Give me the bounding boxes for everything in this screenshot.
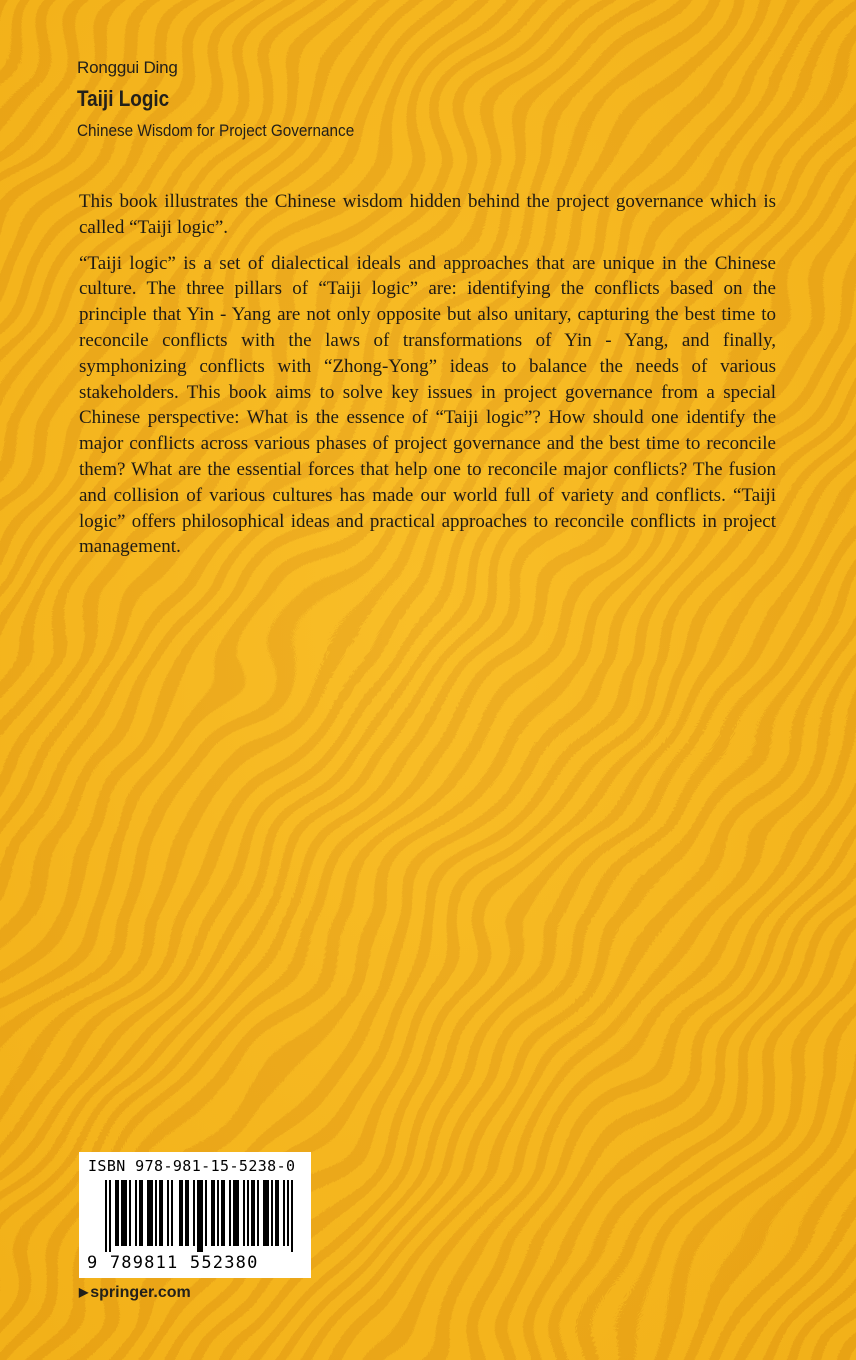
- barcode-bar: [247, 1180, 249, 1246]
- isbn-label: ISBN 978-981-15-5238-0: [88, 1157, 296, 1175]
- barcode-bar: [179, 1180, 181, 1246]
- barcode-bar: [235, 1180, 237, 1246]
- barcode-bar: [151, 1180, 153, 1246]
- barcode-bar: [193, 1180, 195, 1246]
- barcode-bar: [197, 1180, 199, 1252]
- barcode-bar: [201, 1180, 203, 1252]
- barcode-bar: [181, 1180, 183, 1246]
- barcode-bar: [139, 1180, 141, 1246]
- barcode-bar: [185, 1180, 187, 1246]
- barcode-bar: [287, 1180, 289, 1246]
- barcode-bar: [155, 1180, 157, 1246]
- barcode-bar: [217, 1180, 219, 1246]
- barcode-bar: [251, 1180, 253, 1246]
- barcode-bar: [283, 1180, 285, 1246]
- barcode-bar: [141, 1180, 143, 1246]
- barcode-bar: [271, 1180, 273, 1246]
- barcode-bar: [229, 1180, 231, 1246]
- isbn-barcode: [79, 1152, 311, 1278]
- barcode-bar: [171, 1180, 173, 1246]
- barcode-bar: [147, 1180, 149, 1246]
- barcode-bar: [167, 1180, 169, 1246]
- barcode-bar: [211, 1180, 213, 1246]
- arrow-right-icon: ▶: [79, 1285, 89, 1299]
- barcode-bar: [123, 1180, 125, 1246]
- barcode-bar: [263, 1180, 265, 1246]
- book-title: Taiji Logic: [77, 86, 170, 111]
- author-name: Ronggui Ding: [77, 58, 178, 77]
- cover-header: [77, 57, 777, 142]
- barcode-bar: [115, 1180, 117, 1246]
- barcode-bar: [105, 1180, 107, 1252]
- barcode-bar: [135, 1180, 137, 1246]
- barcode-bar: [257, 1180, 259, 1246]
- barcode-bar: [237, 1180, 239, 1246]
- barcode-bar: [125, 1180, 127, 1246]
- barcode-bar: [213, 1180, 215, 1246]
- book-subtitle: Chinese Wisdom for Project Governance: [77, 121, 355, 140]
- barcode-bar: [149, 1180, 151, 1246]
- barcode-bar: [223, 1180, 225, 1246]
- barcode-bar: [221, 1180, 223, 1246]
- barcode-bar: [243, 1180, 245, 1246]
- barcode-bar: [117, 1180, 119, 1246]
- barcode-bar: [275, 1180, 277, 1246]
- barcode-bar: [199, 1180, 201, 1252]
- barcode-bar: [253, 1180, 255, 1246]
- blurb-paragraph-2: “Taiji logic” is a set of dialectical ideals and approaches that are unique in the Chinese culture. The three pillars of “Taiji logic” are: identifying the conflicts based on the principle that Yin - Yang are not only opposite but also unitary, capturing the best time to reconcile conflicts with the laws of transformations of Yin - Yang, and finally, symphonizing conflicts with “Zhong-Yong” ideas to balance the needs of various stakeholders. This book aims to solve key issues in project governance from a special Chinese perspective: What is the essence of “Taiji logic”? How should one identify the major conflicts across various phases of project governance and the best time to reconcile them? What are the essential forces that help one to reconcile major conflicts? The fusion and collision of various cultures has made our world full of variety and conflicts. “Taiji logic” offers philosophical ideas and practical approaches to reconcile conflicts in project management.: [79, 252, 776, 558]
- barcode-bar: [161, 1180, 163, 1246]
- barcode-bar: [159, 1180, 161, 1246]
- barcode-bar: [291, 1180, 293, 1252]
- book-blurb: [79, 189, 776, 570]
- barcode-digits: 9 789811 552380: [87, 1253, 259, 1273]
- barcode-bar: [129, 1180, 131, 1246]
- barcode-bar: [267, 1180, 269, 1246]
- barcode-bar: [109, 1180, 111, 1252]
- blurb-paragraph-1: This book illustrates the Chinese wisdom hidden behind the project governance which is called “Taiji logic”.: [79, 191, 776, 238]
- barcode-bar: [205, 1180, 207, 1246]
- barcode-bar: [277, 1180, 279, 1246]
- publisher-link[interactable]: [79, 1283, 191, 1303]
- barcode-bar: [233, 1180, 235, 1246]
- barcode-bar: [187, 1180, 189, 1246]
- barcode-bar: [121, 1180, 123, 1246]
- barcode-bar: [265, 1180, 267, 1246]
- publisher-url: springer.com: [90, 1284, 191, 1301]
